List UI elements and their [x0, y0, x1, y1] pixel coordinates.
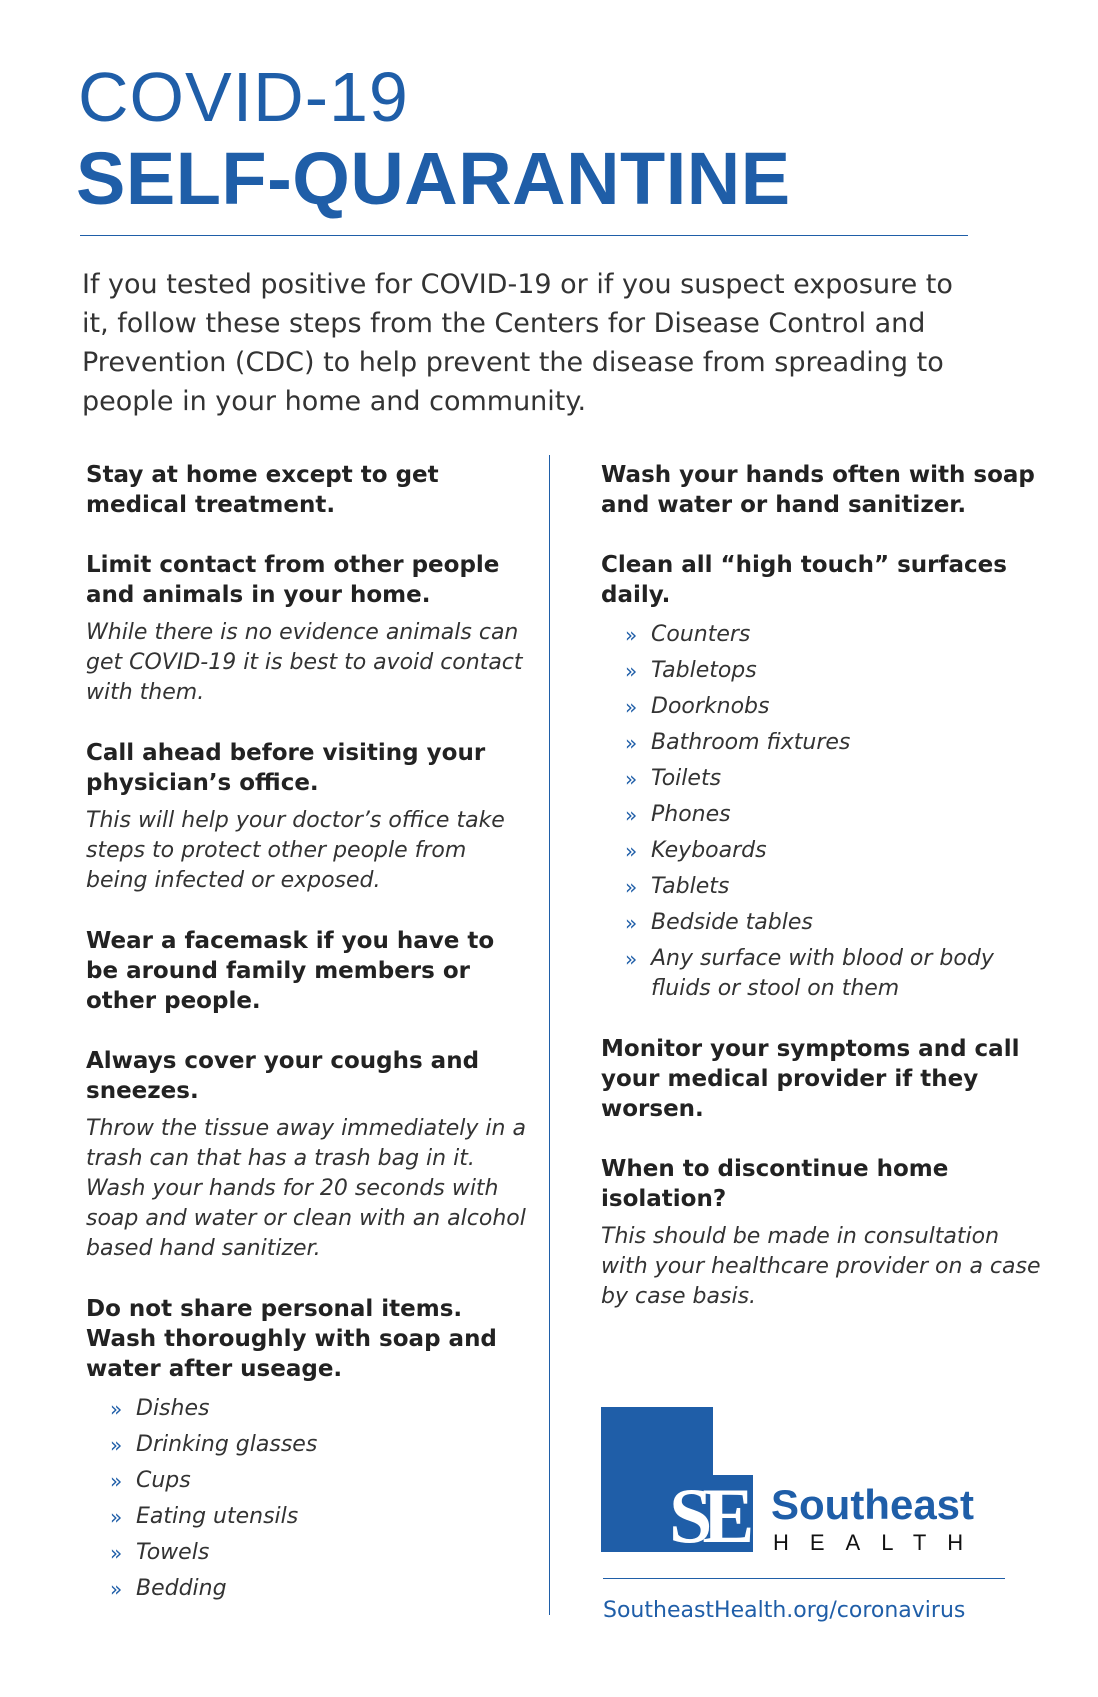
section-facemask	[86, 926, 531, 1016]
chevron-bullet-icon: »	[110, 1577, 123, 1601]
section-personal-items	[86, 1294, 531, 1604]
section-monitor-symptoms	[601, 1034, 1041, 1124]
intro-paragraph: If you tested positive for COVID-19 or if you suspect exposure to it, follow these steps from the Centers for Disease Control and Prevention (CDC) to help prevent the disease from spreading to people in your home and community.	[82, 269, 953, 417]
list-item-text: Bedding	[136, 1576, 227, 1601]
list-item-text: Phones	[651, 802, 731, 827]
section-heading: Call ahead before visiting your physician’s office.	[86, 740, 486, 796]
chevron-bullet-icon: »	[625, 803, 638, 827]
list-item-text: Cups	[136, 1468, 191, 1493]
list-item	[625, 908, 1041, 938]
chevron-bullet-icon: »	[625, 911, 638, 935]
section-wash-hands	[601, 460, 1041, 520]
list-item	[625, 872, 1041, 902]
list-item	[625, 764, 1041, 794]
section-call-ahead	[86, 738, 531, 896]
section-heading: Monitor your symptoms and call your medical provider if they worsen.	[601, 1036, 1020, 1122]
list-item	[110, 1574, 531, 1604]
list-item-text: Bedside tables	[651, 910, 813, 935]
logo-monogram: SE	[669, 1472, 745, 1559]
surfaces-list	[601, 620, 1041, 1004]
southeast-health-logo	[601, 1407, 1011, 1559]
list-item	[625, 692, 1041, 722]
section-cover-coughs	[86, 1046, 531, 1264]
section-heading: Clean all “high touch” surfaces daily.	[601, 552, 1007, 608]
section-heading: When to discontinue home isolation?	[601, 1156, 949, 1212]
footer-url-link[interactable]: SoutheastHealth.org/coronavirus	[603, 1598, 966, 1623]
chevron-bullet-icon: »	[625, 875, 638, 899]
section-heading: Limit contact from other people and animals in your home.	[86, 552, 500, 608]
logo-name: Southeast	[771, 1481, 975, 1528]
list-item-text: Tabletops	[651, 658, 757, 683]
list-item-text: Bathroom fixtures	[651, 730, 851, 755]
chevron-bullet-icon: »	[625, 947, 638, 971]
section-body: This will help your doctor’s office take steps to protect other people from being infected or exposed.	[86, 808, 505, 893]
chevron-bullet-icon: »	[625, 695, 638, 719]
page-title-line2: SELF-QUARANTINE	[76, 137, 791, 220]
list-item	[110, 1538, 531, 1568]
section-limit-contact	[86, 550, 531, 708]
list-item	[110, 1466, 531, 1496]
chevron-bullet-icon: »	[625, 767, 638, 791]
chevron-bullet-icon: »	[110, 1469, 123, 1493]
chevron-bullet-icon: »	[110, 1541, 123, 1565]
chevron-bullet-icon: »	[625, 731, 638, 755]
list-item	[625, 944, 1041, 1004]
column-divider	[549, 455, 550, 1615]
list-item-text: Tablets	[651, 874, 730, 899]
chevron-bullet-icon: »	[625, 839, 638, 863]
list-item-text: Towels	[136, 1540, 210, 1565]
list-item-text: Any surface with blood or body fluids or stool on them	[651, 946, 994, 1001]
list-item-text: Drinking glasses	[136, 1432, 318, 1457]
chevron-bullet-icon: »	[625, 623, 638, 647]
list-item-text: Keyboards	[651, 838, 767, 863]
section-clean-surfaces	[601, 550, 1041, 1004]
logo-subtitle: HEALTH	[773, 1530, 985, 1555]
list-item	[625, 656, 1041, 686]
right-column	[601, 460, 1041, 1342]
footer-divider	[603, 1578, 1005, 1579]
section-discontinue-isolation	[601, 1154, 1041, 1312]
section-body: This should be made in consultation with your healthcare provider on a case by case basis.	[601, 1224, 1041, 1309]
list-item-text: Doorknobs	[651, 694, 770, 719]
list-item	[625, 800, 1041, 830]
list-item	[110, 1394, 531, 1424]
list-item-text: Toilets	[651, 766, 722, 791]
section-body: Throw the tissue away immediately in a trash can that has a trash bag in it. Wash your hands for 20 seconds with soap and water or clean with an alcohol based hand sanitizer.	[86, 1116, 526, 1261]
chevron-bullet-icon: »	[110, 1397, 123, 1421]
section-heading: Do not share personal items. Wash thoroughly with soap and water after useage.	[86, 1296, 497, 1382]
list-item	[625, 836, 1041, 866]
list-item-text: Counters	[651, 622, 751, 647]
list-item	[110, 1502, 531, 1532]
section-heading: Wash your hands often with soap and water or hand sanitizer.	[601, 462, 1035, 518]
personal-items-list	[86, 1394, 531, 1604]
section-stay-home	[86, 460, 531, 520]
list-item-text: Eating utensils	[136, 1504, 299, 1529]
section-heading: Stay at home except to get medical treatment.	[86, 462, 439, 518]
page-title-line1: COVID-19	[78, 58, 409, 136]
section-heading: Always cover your coughs and sneezes.	[86, 1048, 480, 1104]
chevron-bullet-icon: »	[110, 1433, 123, 1457]
list-item-text: Dishes	[136, 1396, 210, 1421]
title-divider	[80, 235, 968, 236]
list-item	[110, 1430, 531, 1460]
list-item	[625, 620, 1041, 650]
chevron-bullet-icon: »	[625, 659, 638, 683]
left-column	[86, 460, 531, 1634]
chevron-bullet-icon: »	[110, 1505, 123, 1529]
list-item	[625, 728, 1041, 758]
section-heading: Wear a facemask if you have to be around family members or other people.	[86, 928, 495, 1014]
section-body: While there is no evidence animals can get COVID-19 it is best to avoid contact with them.	[86, 620, 523, 705]
